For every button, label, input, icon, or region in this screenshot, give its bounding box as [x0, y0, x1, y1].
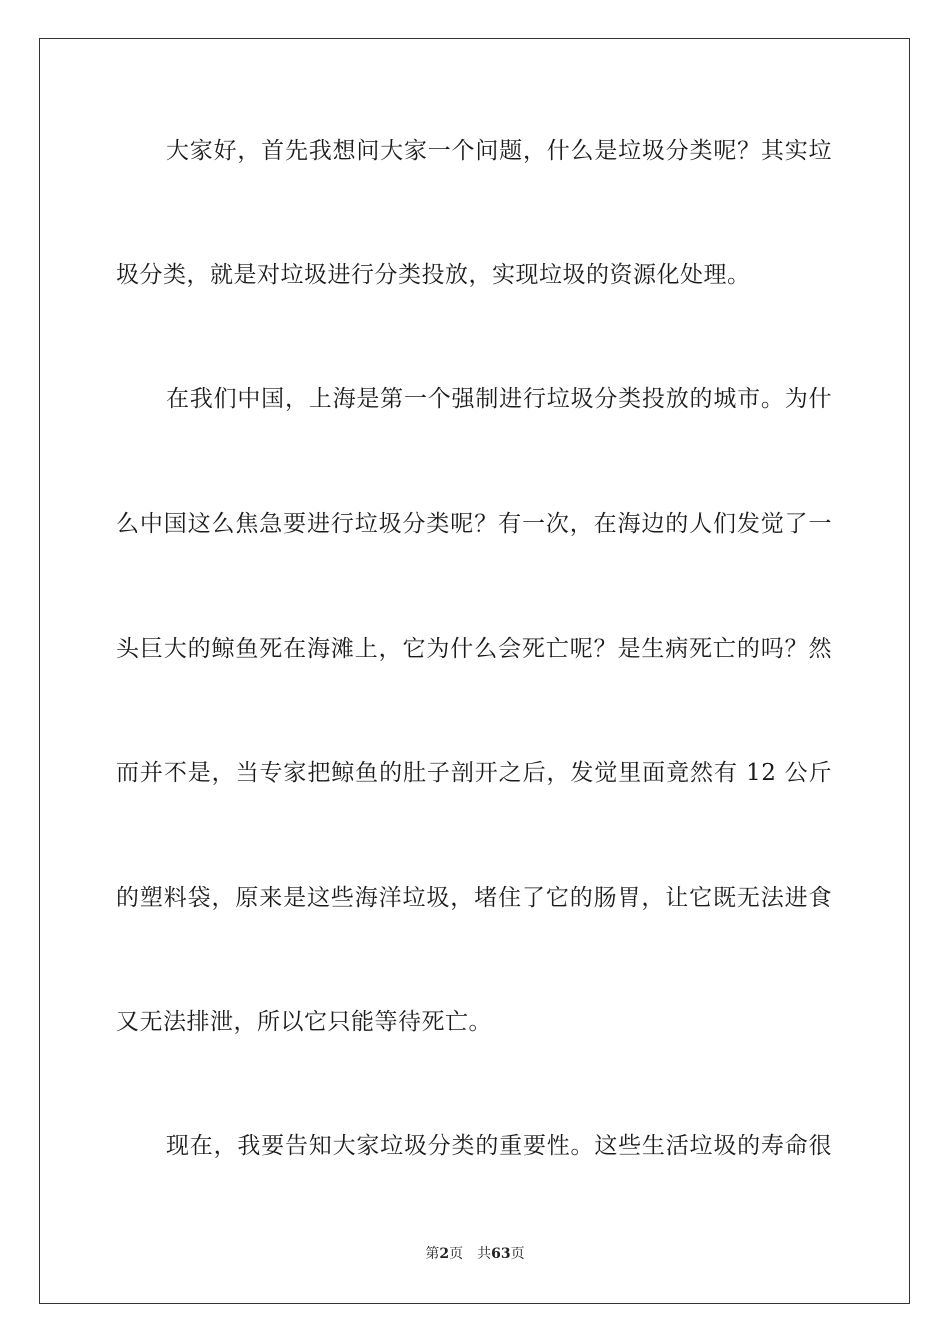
- paragraph-2-line-1: 在我们中国，上海是第一个强制进行垃圾分类投放的城市。为什: [166, 386, 832, 412]
- page-border: [39, 38, 910, 1304]
- paragraph-2-line-3: 头巨大的鲸鱼死在海滩上，它为什么会死亡呢？是生病死亡的吗？然: [116, 636, 832, 662]
- paragraph-2-line-5: 的塑料袋，原来是这些海洋垃圾，堵住了它的肠胃，让它既无法进食: [116, 885, 832, 911]
- paragraph-3-line-1: 现在，我要告知大家垃圾分类的重要性。这些生活垃圾的寿命很: [166, 1133, 832, 1159]
- page-suffix: 页: [449, 1246, 464, 1262]
- paragraph-2-line-4: 而并不是，当专家把鲸鱼的肚子剖开之后，发觉里面竟然有 12 公斤: [116, 760, 832, 786]
- total-pages: 63: [491, 1246, 511, 1262]
- paragraph-1-line-2: 圾分类，就是对垃圾进行分类投放，实现垃圾的资源化处理。: [116, 262, 751, 288]
- paragraph-2-line-2: 么中国这么焦急要进行垃圾分类呢？有一次，在海边的人们发觉了一: [116, 511, 832, 537]
- paragraph-2-line-6: 又无法排泄，所以它只能等待死亡。: [116, 1009, 492, 1035]
- page-prefix: 第: [425, 1246, 440, 1262]
- page-footer: [0, 1244, 950, 1264]
- total-prefix: 共: [477, 1246, 492, 1262]
- page-number: 2: [439, 1246, 450, 1262]
- paragraph-1-line-1: 大家好，首先我想问大家一个问题，什么是垃圾分类呢？其实垃: [166, 138, 832, 164]
- total-suffix: 页: [510, 1246, 525, 1262]
